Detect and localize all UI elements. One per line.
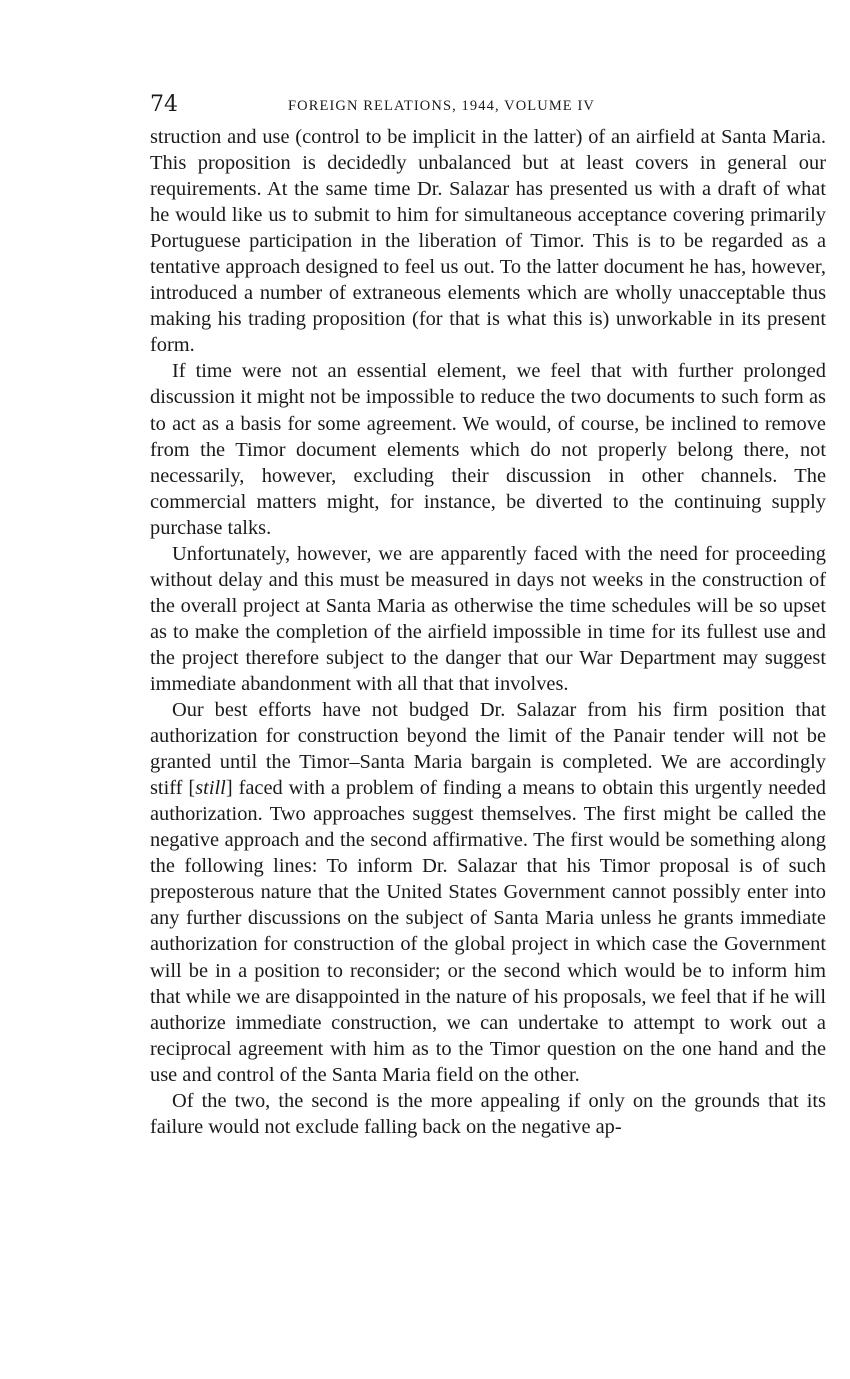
paragraph-5: Of the two, the second is the more appealing if only on the grounds that its failure would not exclude falling back on the negative ap- (150, 1089, 826, 1138)
editorial-correction: still (195, 777, 226, 800)
paragraph-4-text-b: ] faced with a problem of finding a means to obtain this urgently needed authorization. Two approaches suggest themselves. The first might be called the negative approach and the second affirmative. The first would be something along the following lines: To inform Dr. Salazar that his Timor proposal is of such preposterous nature that the United States Government cannot possibly enter into any further discussions on the subject of Santa Maria unless he grants immediate authorization for construction of the global project in which case the Government will be in a position to reconsider; or the second which would be to inform him that while we are disappointed in the nature of his proposals, we feel that if he will authorize immediate construction, we can undertake to attempt to work out a reciprocal agreement with him as to the Timor question on the one hand and the use and control of the Santa Maria field on the other. (150, 777, 826, 1086)
paragraph-3: Unfortunately, however, we are apparently faced with the need for proceeding without delay and this must be measured in days not weeks in the construction of the overall project at Santa Maria as otherwise the time schedules will be so upset as to make the completion of the airfield impossible in time for its fullest use and the project therefore subject to the danger that our War Department may suggest immediate abandonment with all that that involves. (150, 542, 826, 695)
paragraph-1: struction and use (control to be implicit in the latter) of an airfield at Santa Maria. This proposition is decidedly unbalanced but at least covers in general our requirements. At the same time Dr. Salazar has presented us with a draft of what he would like us to submit to him for simultaneous acceptance covering primarily Portuguese participation in the liberation of Timor. This is to be regarded as a tentative approach designed to feel us out. To the latter document he has, however, introduced a number of extraneous elements which are wholly unacceptable thus making his trading proposition (for that is what this is) unworkable in its present form. (150, 126, 826, 357)
body-text (150, 124, 826, 1140)
paragraph-2: If time were not an essential element, we feel that with further prolonged discussion it might not be impossible to reduce the two documents to such form as to act as a basis for some agreement. We would, of course, be inclined to remove from the Timor document elements which do not properly belong there, not necessarily, however, excluding their discussion in other channels. The commercial matters might, for instance, be diverted to the continuing supply purchase talks. (150, 360, 826, 539)
document-page (150, 88, 826, 1140)
running-header (150, 88, 826, 122)
page-number: 74 (150, 92, 178, 117)
paragraph-4-text-a: Our best efforts have not budged Dr. Salazar from his firm position that authorization for construction beyond the limit of the Panair tender will not be granted until the Timor–Santa Maria bargain is completed. We are accordingly stiff [ (150, 699, 826, 800)
running-title: FOREIGN RELATIONS, 1944, VOLUME IV (288, 98, 595, 114)
paragraph-4 (150, 697, 826, 1088)
